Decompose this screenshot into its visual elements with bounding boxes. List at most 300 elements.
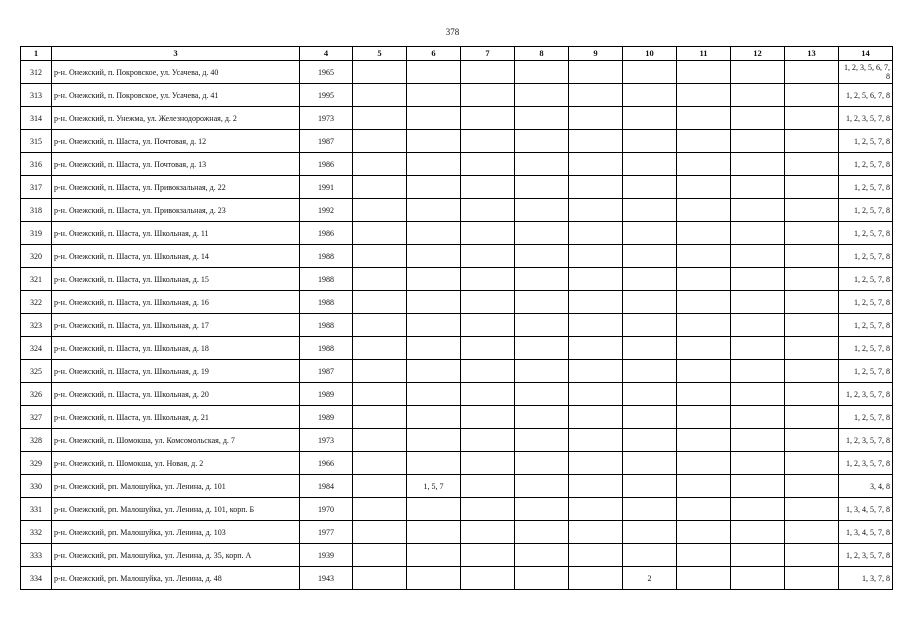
table-cell [353, 544, 407, 567]
table-cell [623, 84, 677, 107]
table-cell [515, 61, 569, 84]
table-cell [515, 222, 569, 245]
table-cell [677, 383, 731, 406]
table-cell [407, 383, 461, 406]
table-cell [353, 245, 407, 268]
table-cell: 1988 [300, 314, 353, 337]
table-cell [515, 176, 569, 199]
table-cell: 1, 2, 5, 7, 8 [839, 153, 893, 176]
table-cell: 1991 [300, 176, 353, 199]
table-cell [515, 130, 569, 153]
column-header: 5 [353, 47, 407, 61]
table-cell [623, 544, 677, 567]
table-cell [407, 107, 461, 130]
table-cell: р-н. Онежский, п. Шаста, ул. Школьная, д. 16 [52, 291, 300, 314]
table-cell: 322 [21, 291, 52, 314]
table-cell [353, 199, 407, 222]
table-cell [623, 291, 677, 314]
column-header: 1 [21, 47, 52, 61]
table-cell [569, 268, 623, 291]
table-cell [461, 222, 515, 245]
table-cell [623, 130, 677, 153]
table-cell: р-н. Онежский, п. Шомокша, ул. Комсомольская, д. 7 [52, 429, 300, 452]
table-cell [677, 475, 731, 498]
table-cell: 1988 [300, 291, 353, 314]
table-cell: 316 [21, 153, 52, 176]
table-cell: 1, 2, 5, 7, 8 [839, 245, 893, 268]
column-header: 9 [569, 47, 623, 61]
table-row [21, 314, 893, 337]
table-cell [623, 498, 677, 521]
table-cell [731, 199, 785, 222]
table-cell [569, 291, 623, 314]
table-cell [785, 521, 839, 544]
table-cell [569, 222, 623, 245]
table-cell [677, 268, 731, 291]
table-cell [731, 84, 785, 107]
table-cell [623, 360, 677, 383]
table-cell [623, 199, 677, 222]
table-cell [461, 337, 515, 360]
table-cell: р-н. Онежский, рп. Малошуйка, ул. Ленина, д. 48 [52, 567, 300, 590]
table-cell: 1995 [300, 84, 353, 107]
table-cell: р-н. Онежский, п. Покровское, ул. Усачева, д. 40 [52, 61, 300, 84]
table-cell [623, 222, 677, 245]
table-cell [731, 107, 785, 130]
table-cell [515, 498, 569, 521]
table-cell [731, 337, 785, 360]
table-cell [623, 153, 677, 176]
table-cell [785, 452, 839, 475]
table-cell [677, 498, 731, 521]
table-cell [677, 429, 731, 452]
table-cell [623, 406, 677, 429]
table-cell: 1, 2, 5, 7, 8 [839, 176, 893, 199]
table-cell [461, 521, 515, 544]
table-cell: 321 [21, 268, 52, 291]
table-cell [353, 291, 407, 314]
table-cell: 1, 2, 3, 5, 7, 8 [839, 429, 893, 452]
table-cell: р-н. Онежский, рп. Малошуйка, ул. Ленина, д. 35, корп. А [52, 544, 300, 567]
table-row [21, 84, 893, 107]
column-header: 4 [300, 47, 353, 61]
table-cell [569, 452, 623, 475]
table-cell [515, 406, 569, 429]
table-cell [731, 268, 785, 291]
table-cell [731, 222, 785, 245]
table-cell: 1, 5, 7 [407, 475, 461, 498]
table-cell [353, 314, 407, 337]
table-cell: р-н. Онежский, п. Шаста, ул. Почтовая, д. 12 [52, 130, 300, 153]
table-cell: 1, 2, 5, 7, 8 [839, 360, 893, 383]
table-cell [569, 107, 623, 130]
table-cell: 319 [21, 222, 52, 245]
table-cell [407, 61, 461, 84]
table-cell [731, 153, 785, 176]
table-cell [407, 130, 461, 153]
table-cell [785, 130, 839, 153]
table-cell: 1965 [300, 61, 353, 84]
table-cell [461, 544, 515, 567]
column-header: 10 [623, 47, 677, 61]
table-cell: 323 [21, 314, 52, 337]
table-cell [785, 406, 839, 429]
table-cell: 1989 [300, 383, 353, 406]
table-cell: 1, 2, 3, 5, 7, 8 [839, 107, 893, 130]
table-cell [785, 429, 839, 452]
table-row [21, 61, 893, 84]
table-cell: р-н. Онежский, рп. Малошуйка, ул. Ленина, д. 101 [52, 475, 300, 498]
table-cell [407, 544, 461, 567]
table-row [21, 199, 893, 222]
table-cell: 331 [21, 498, 52, 521]
register-table [20, 46, 893, 590]
table-cell: р-н. Онежский, п. Шаста, ул. Школьная, д. 17 [52, 314, 300, 337]
table-cell [623, 268, 677, 291]
column-header: 13 [785, 47, 839, 61]
table-cell [677, 452, 731, 475]
table-cell [785, 567, 839, 590]
table-cell [569, 84, 623, 107]
table-cell [461, 498, 515, 521]
table-cell [407, 521, 461, 544]
table-row [21, 222, 893, 245]
table-cell [569, 406, 623, 429]
table-cell [623, 337, 677, 360]
table-cell [461, 268, 515, 291]
table-cell [785, 176, 839, 199]
table-cell: 1, 2, 5, 7, 8 [839, 268, 893, 291]
page-number: 378 [445, 27, 460, 37]
table-cell: 312 [21, 61, 52, 84]
table-cell [569, 498, 623, 521]
table-cell: р-н. Онежский, п. Шаста, ул. Почтовая, д. 13 [52, 153, 300, 176]
table-cell: 325 [21, 360, 52, 383]
table-cell [515, 521, 569, 544]
table-cell [677, 199, 731, 222]
table-cell [461, 176, 515, 199]
table-cell [731, 176, 785, 199]
table-cell [677, 291, 731, 314]
table-cell: 1, 2, 5, 7, 8 [839, 337, 893, 360]
table-cell [461, 475, 515, 498]
table-cell [353, 61, 407, 84]
table-cell [731, 544, 785, 567]
table-cell [677, 153, 731, 176]
table-cell: 1, 2, 3, 5, 6, 7, 8 [839, 61, 893, 84]
table-cell [731, 245, 785, 268]
table-row [21, 475, 893, 498]
table-cell [461, 199, 515, 222]
column-header: 11 [677, 47, 731, 61]
table-row [21, 452, 893, 475]
column-header: 3 [52, 47, 300, 61]
table-cell [785, 337, 839, 360]
table-cell [515, 291, 569, 314]
table-cell: р-н. Онежский, п. Шаста, ул. Школьная, д. 11 [52, 222, 300, 245]
table-cell [785, 360, 839, 383]
table-cell [677, 130, 731, 153]
table-cell [569, 199, 623, 222]
table-cell [407, 268, 461, 291]
table-cell [461, 61, 515, 84]
column-header-row [21, 47, 893, 61]
table-cell [461, 245, 515, 268]
table-cell [623, 107, 677, 130]
column-header: 6 [407, 47, 461, 61]
table-cell [353, 84, 407, 107]
table-cell: 1, 2, 5, 7, 8 [839, 130, 893, 153]
table-body [21, 61, 893, 590]
table-cell [623, 383, 677, 406]
table-row [21, 245, 893, 268]
table-cell [623, 429, 677, 452]
table-cell: 3, 4, 8 [839, 475, 893, 498]
table-cell [677, 544, 731, 567]
table-cell: р-н. Онежский, п. Шаста, ул. Школьная, д. 19 [52, 360, 300, 383]
table-cell: 1, 2, 3, 5, 7, 8 [839, 383, 893, 406]
table-cell: 1977 [300, 521, 353, 544]
table-cell [731, 314, 785, 337]
table-cell [515, 429, 569, 452]
table-cell: 1, 2, 5, 7, 8 [839, 222, 893, 245]
table-row [21, 337, 893, 360]
table-cell: р-н. Онежский, п. Шаста, ул. Школьная, д. 20 [52, 383, 300, 406]
table-cell [461, 291, 515, 314]
table-cell: 1988 [300, 337, 353, 360]
table-cell: 318 [21, 199, 52, 222]
table-cell [623, 521, 677, 544]
table-cell [677, 176, 731, 199]
table-cell [407, 314, 461, 337]
table-cell [731, 567, 785, 590]
table-cell: 1939 [300, 544, 353, 567]
table-cell [515, 337, 569, 360]
table-cell [353, 521, 407, 544]
table-cell: 1, 2, 5, 7, 8 [839, 406, 893, 429]
table-cell [785, 153, 839, 176]
table-cell [407, 452, 461, 475]
table-cell [353, 383, 407, 406]
table-cell: 1988 [300, 268, 353, 291]
table-cell [569, 521, 623, 544]
table-cell: р-н. Онежский, п. Шаста, ул. Привокзальная, д. 22 [52, 176, 300, 199]
table-cell [461, 429, 515, 452]
table-cell: 1970 [300, 498, 353, 521]
table-cell [353, 567, 407, 590]
table-cell [569, 475, 623, 498]
table-cell: 315 [21, 130, 52, 153]
table-cell [353, 475, 407, 498]
table-cell [677, 61, 731, 84]
table-cell [515, 245, 569, 268]
table-cell: 2 [623, 567, 677, 590]
table-cell [461, 406, 515, 429]
table-cell: 1, 2, 5, 6, 7, 8 [839, 84, 893, 107]
table-cell [731, 130, 785, 153]
table-cell [785, 544, 839, 567]
table-cell: 334 [21, 567, 52, 590]
table-cell [623, 176, 677, 199]
table-cell [569, 176, 623, 199]
table-cell [731, 452, 785, 475]
table-cell [407, 406, 461, 429]
table-cell: 328 [21, 429, 52, 452]
table-cell [569, 360, 623, 383]
table-cell: 1973 [300, 429, 353, 452]
table-cell [353, 222, 407, 245]
table-cell [515, 107, 569, 130]
table-cell: 324 [21, 337, 52, 360]
table-cell [731, 383, 785, 406]
table-cell: 1, 2, 5, 7, 8 [839, 291, 893, 314]
table-cell: 333 [21, 544, 52, 567]
table-row [21, 130, 893, 153]
table-cell [353, 268, 407, 291]
table-row [21, 567, 893, 590]
table-cell [677, 337, 731, 360]
table-cell: 1988 [300, 245, 353, 268]
table-cell: 1992 [300, 199, 353, 222]
table-cell: 1966 [300, 452, 353, 475]
table-cell [731, 498, 785, 521]
table-cell: р-н. Онежский, п. Шаста, ул. Школьная, д. 14 [52, 245, 300, 268]
table-cell: 1, 3, 4, 5, 7, 8 [839, 521, 893, 544]
table-cell: р-н. Онежский, п. Покровское, ул. Усачева, д. 41 [52, 84, 300, 107]
table-cell: 1984 [300, 475, 353, 498]
table-cell [353, 130, 407, 153]
table-cell [461, 314, 515, 337]
table-cell [731, 429, 785, 452]
table-row [21, 360, 893, 383]
table-cell [731, 521, 785, 544]
column-header: 14 [839, 47, 893, 61]
table-cell: р-н. Онежский, п. Шаста, ул. Привокзальная, д. 23 [52, 199, 300, 222]
table-cell: 1, 2, 5, 7, 8 [839, 199, 893, 222]
column-header: 12 [731, 47, 785, 61]
table-cell [515, 383, 569, 406]
table-cell: 1, 3, 7, 8 [839, 567, 893, 590]
table-cell [785, 222, 839, 245]
table-cell [731, 291, 785, 314]
table-cell [407, 498, 461, 521]
table-cell: 327 [21, 406, 52, 429]
table-cell [461, 84, 515, 107]
table-cell [407, 360, 461, 383]
table-row [21, 176, 893, 199]
table-cell [785, 291, 839, 314]
table-cell [785, 199, 839, 222]
table-cell [785, 245, 839, 268]
table-row [21, 383, 893, 406]
table-cell [461, 567, 515, 590]
table-cell [677, 406, 731, 429]
table-cell [731, 360, 785, 383]
table-cell [461, 107, 515, 130]
table-cell [677, 314, 731, 337]
table-cell [515, 199, 569, 222]
table-cell: 320 [21, 245, 52, 268]
table-cell [407, 222, 461, 245]
table-cell: 1943 [300, 567, 353, 590]
table-cell [569, 61, 623, 84]
table-cell: р-н. Онежский, п. Шаста, ул. Школьная, д. 18 [52, 337, 300, 360]
table-cell [515, 452, 569, 475]
table-cell: р-н. Онежский, п. Шомокша, ул. Новая, д. 2 [52, 452, 300, 475]
table-cell [353, 429, 407, 452]
table-row [21, 107, 893, 130]
table-cell [785, 268, 839, 291]
table-cell: р-н. Онежский, рп. Малошуйка, ул. Ленина, д. 101, корп. Б [52, 498, 300, 521]
table-cell: 329 [21, 452, 52, 475]
table-cell [461, 383, 515, 406]
table-cell [407, 291, 461, 314]
table-cell: 1986 [300, 222, 353, 245]
table-row [21, 153, 893, 176]
table-cell [353, 176, 407, 199]
table-row [21, 406, 893, 429]
table-cell [623, 475, 677, 498]
table-cell [407, 567, 461, 590]
table-cell: 1989 [300, 406, 353, 429]
table-cell: 332 [21, 521, 52, 544]
table-cell [677, 567, 731, 590]
table-cell [785, 314, 839, 337]
table-cell [515, 567, 569, 590]
table-cell [569, 153, 623, 176]
table-cell [677, 84, 731, 107]
table-row [21, 521, 893, 544]
table-cell [407, 429, 461, 452]
table-cell: 1987 [300, 130, 353, 153]
table-row [21, 429, 893, 452]
table-cell [353, 452, 407, 475]
table-cell: р-н. Онежский, п. Шаста, ул. Школьная, д. 15 [52, 268, 300, 291]
table-cell: 314 [21, 107, 52, 130]
table-cell [353, 498, 407, 521]
table-cell [785, 107, 839, 130]
table-cell [569, 245, 623, 268]
table-cell [569, 337, 623, 360]
table-cell: 1973 [300, 107, 353, 130]
table-cell [623, 314, 677, 337]
table-cell: 313 [21, 84, 52, 107]
table-cell [515, 268, 569, 291]
table-cell [569, 567, 623, 590]
table-cell: 326 [21, 383, 52, 406]
table-cell [407, 153, 461, 176]
table-cell [569, 429, 623, 452]
table-cell [515, 475, 569, 498]
table-cell [515, 153, 569, 176]
table-cell [677, 222, 731, 245]
column-header: 7 [461, 47, 515, 61]
table-cell [353, 153, 407, 176]
table-cell: 330 [21, 475, 52, 498]
table-row [21, 544, 893, 567]
table-cell [407, 176, 461, 199]
table-cell: 1986 [300, 153, 353, 176]
table-cell: 1, 2, 5, 7, 8 [839, 314, 893, 337]
table-cell [461, 153, 515, 176]
table-cell [515, 84, 569, 107]
table-cell: 317 [21, 176, 52, 199]
table-cell: р-н. Онежский, рп. Малошуйка, ул. Ленина, д. 103 [52, 521, 300, 544]
table-cell [569, 314, 623, 337]
table-cell [353, 360, 407, 383]
table-cell [569, 130, 623, 153]
table-cell: 1, 2, 3, 5, 7, 8 [839, 544, 893, 567]
